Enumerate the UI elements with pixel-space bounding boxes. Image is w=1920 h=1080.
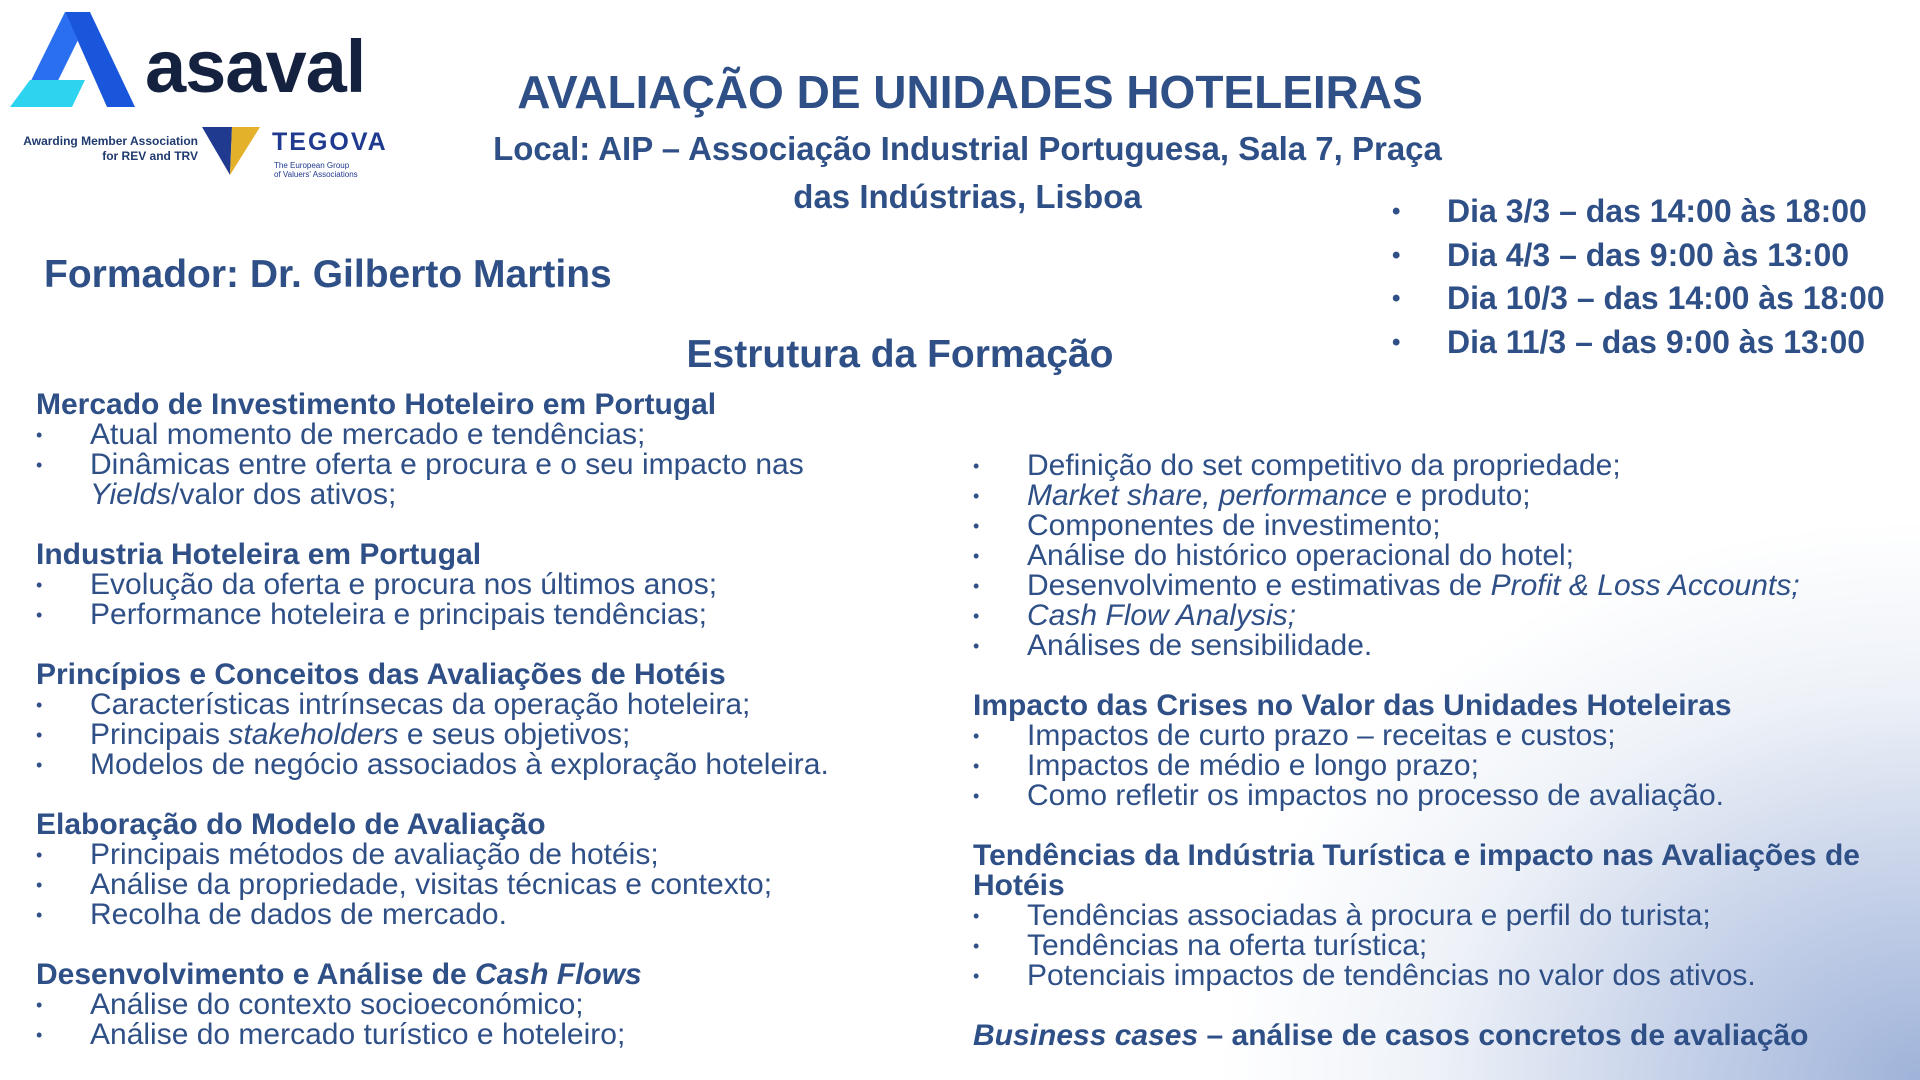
section-title: Tendências da Indústria Turística e impacto nas Avaliações de Hotéis — [973, 839, 1860, 902]
date-item: • Dia 4/3 – das 9:00 às 13:00 — [1385, 234, 1885, 278]
list-item: • Impactos de curto prazo – receitas e custos; — [973, 721, 1903, 751]
tegova-wordmark: TEGOVA — [272, 128, 388, 156]
section — [36, 960, 956, 1050]
asaval-logo — [10, 12, 388, 182]
list-item: • Tendências na oferta turística; — [973, 931, 1903, 961]
list-item: • Dinâmicas entre oferta e procura e o seu impacto nas Yields/valor dos ativos; — [36, 450, 956, 510]
section-title: Desenvolvimento e Análise de Cash Flows — [36, 958, 642, 991]
list-item: • Performance hoteleira e principais tendências; — [36, 600, 956, 630]
list-item: • Principais métodos de avaliação de hotéis; — [36, 840, 956, 870]
section-title: Impacto das Crises no Valor das Unidades Hoteleiras — [973, 689, 1732, 722]
dates-list — [1385, 190, 1885, 364]
section-title: Princípios e Conceitos das Avaliações de Hotéis — [36, 658, 726, 691]
left-column — [36, 390, 956, 1080]
list-item: • Componentes de investimento; — [973, 511, 1903, 541]
tegova-subtitle: The European Group of Valuers' Associations — [274, 161, 358, 179]
asaval-logo-mark — [10, 12, 145, 112]
list-item: • Como refletir os impactos no processo de avaliação. — [973, 781, 1903, 811]
section-title: Industria Hoteleira em Portugal — [36, 538, 482, 571]
list-item: • Principais stakeholders e seus objetivos; — [36, 720, 956, 750]
list-item: • Desenvolvimento e estimativas de Profit & Loss Accounts; — [973, 571, 1903, 601]
list-item: • Definição do set competitivo da propriedade; — [973, 451, 1903, 481]
location: Local: AIP – Associação Industrial Portuguesa, Sala 7, Praça das Indústrias, Lisboa — [493, 130, 1442, 215]
section — [973, 841, 1903, 991]
list-item: • Tendências associadas à procura e perfil do turista; — [973, 901, 1903, 931]
section — [973, 691, 1903, 811]
list-item: • Análise do contexto socioeconómico; — [36, 990, 956, 1020]
list-item: • Impactos de médio e longo prazo; — [973, 751, 1903, 781]
list-item: • Análise do mercado turístico e hoteleiro; — [36, 1020, 956, 1050]
association-text: Awarding Member Association for REV and TRV — [23, 134, 198, 163]
page-title: AVALIAÇÃO DE UNIDADES HOTELEIRAS — [517, 66, 1423, 118]
date-item: • Dia 10/3 – das 14:00 às 18:00 — [1385, 277, 1885, 321]
list-item: • Análises de sensibilidade. — [973, 631, 1903, 661]
list-item: • Características intrínsecas da operação hoteleira; — [36, 690, 956, 720]
list-item: • Potenciais impactos de tendências no valor dos ativos. — [973, 961, 1903, 991]
date-item: • Dia 11/3 – das 9:00 às 13:00 — [1385, 321, 1885, 365]
structure-heading: Estrutura da Formação — [686, 333, 1114, 376]
list-item: • Atual momento de mercado e tendências; — [36, 420, 956, 450]
list-item: • Evolução da oferta e procura nos últimos anos; — [36, 570, 956, 600]
section-title: Elaboração do Modelo de Avaliação — [36, 808, 546, 841]
list-item: • Cash Flow Analysis; — [973, 601, 1903, 631]
trainer: Formador: Dr. Gilberto Martins — [44, 253, 612, 296]
list-item: • Análise da propriedade, visitas técnicas e contexto; — [36, 870, 956, 900]
section — [36, 810, 956, 930]
section — [36, 540, 956, 630]
list-item: • Modelos de negócio associados à exploração hoteleira. — [36, 750, 956, 780]
list-item: • Análise do histórico operacional do hotel; — [973, 541, 1903, 571]
section — [36, 660, 956, 780]
tegova-logo-mark — [202, 127, 264, 177]
section-title: Mercado de Investimento Hoteleiro em Portugal — [36, 388, 717, 421]
asaval-wordmark: asaval — [145, 25, 366, 108]
right-column — [973, 451, 1903, 1051]
section — [36, 390, 956, 510]
list-item: • Recolha de dados de mercado. — [36, 900, 956, 930]
section — [973, 451, 1903, 661]
list-item: • Market share, performance e produto; — [973, 481, 1903, 511]
business-cases: Business cases – análise de casos concretos de avaliação — [973, 1019, 1809, 1052]
date-item: • Dia 3/3 – das 14:00 às 18:00 — [1385, 190, 1885, 234]
